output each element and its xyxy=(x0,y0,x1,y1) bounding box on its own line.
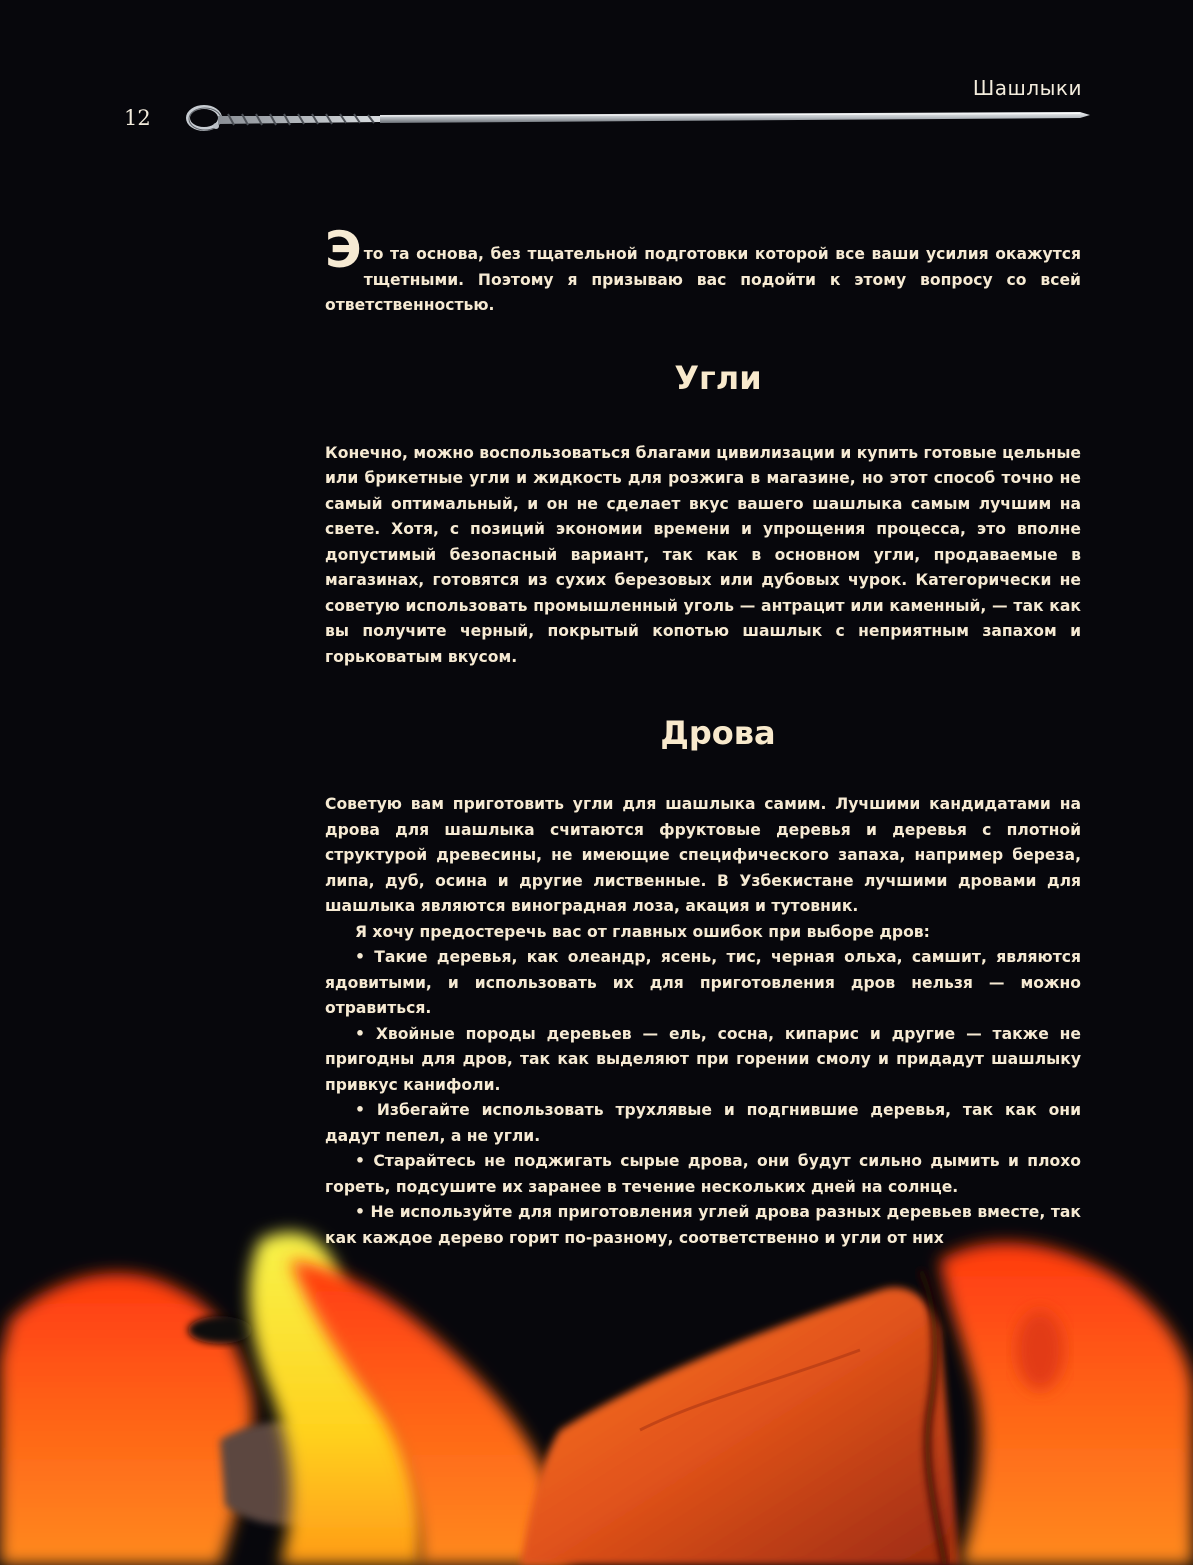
drop-cap: Э xyxy=(325,221,362,279)
drova-bullet-poisonous: • Такие деревья, как олеандр, ясень, тис, черная ольха, самшит, являются ядовитыми, и использовать их для приготовления дров нельзя — можно отравиться. xyxy=(325,948,1081,1017)
drova-warning-intro: Я хочу предостеречь вас от главных ошибок при выборе дров: xyxy=(355,922,930,941)
intro-text: то та основа, без тщательной подготовки которой все ваши усилия окажутся тщетными. Поэтому я призываю вас подойти к этому вопросу со всей ответственностью. xyxy=(325,245,1081,314)
drova-bullet-wet: • Старайтесь не поджигать сырые дрова, они будут сильно дымить и плохо гореть, подсушите их заранее в течение нескольких дней на солнце. xyxy=(325,1152,1081,1196)
running-head-title: Шашлыки xyxy=(972,76,1082,100)
skewer-illustration xyxy=(180,96,1092,138)
section-heading-ugli: Угли xyxy=(674,358,762,397)
fire-photo xyxy=(0,1200,1193,1565)
page-number: 12 xyxy=(124,106,151,130)
article-body xyxy=(325,221,1081,1251)
intro-paragraph xyxy=(325,221,1081,319)
drova-bullet-mixed: • Не используйте для приготовления углей дрова разных деревьев вместе, так как каждое дерево горит по-разному, соответственно и угли от них xyxy=(325,1203,1081,1247)
ugli-paragraph: Конечно, можно воспользоваться благами цивилизации и купить готовые цельные или брикетные угли и жидкость для розжига в магазине, но этот способ точно не самый оптимальный, и он не сделает вкус вашего шашлыка самым лучшим на свете. Хотя, с позиций экономии времени и упрощения процесса, это вполне допустимый безопасный вариант, так как в основном угли, продаваемые в магазинах, готовятся из сухих березовых или дубовых чурок. Категорически не советую использовать промышленный уголь — антрацит или каменный, — так как вы получите черный, покрытый копотью шашлык с неприятным запахом и горьковатым вкусом. xyxy=(325,443,1081,666)
drova-bullet-rotten: • Избегайте использовать трухлявые и подгнившие деревья, так как они дадут пепел, а не угли. xyxy=(325,1101,1081,1145)
drova-paragraph: Советую вам приготовить угли для шашлыка самим. Лучшими кандидатами на дрова для шашлыка считаются фруктовые деревья и деревья с плотной структурой древесины, не имеющие специфического запаха, например береза, липа, дуб, осина и другие лиственные. В Узбекистане лучшими дровами для шашлыка являются виноградная лоза, акация и тутовник. xyxy=(325,795,1081,915)
drova-bullet-conifers: • Хвойные породы деревьев — ель, сосна, кипарис и другие — также не пригодны для дров, так как выделяют при горении смолу и придадут шашлыку привкус канифоли. xyxy=(325,1024,1081,1094)
section-heading-drova: Дрова xyxy=(660,714,776,752)
